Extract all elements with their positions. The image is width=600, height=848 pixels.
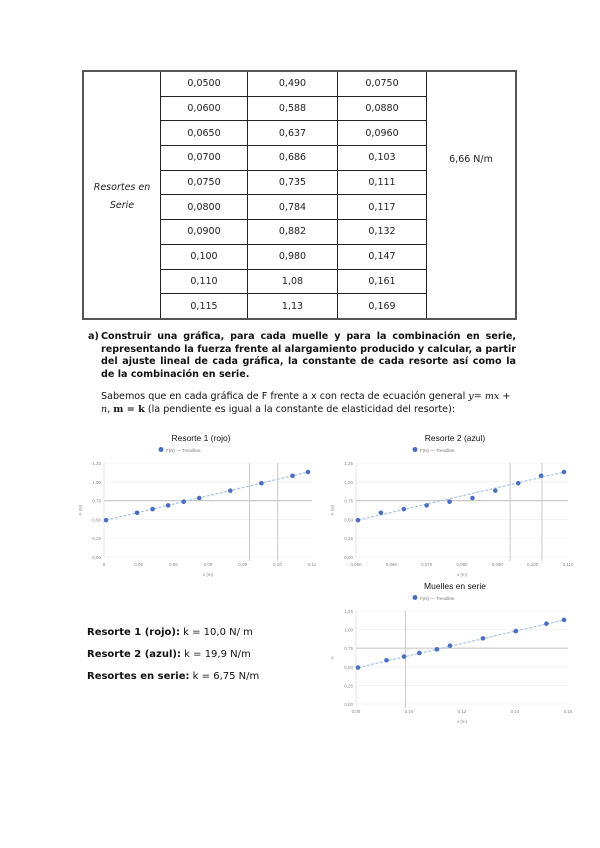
data-point xyxy=(379,510,384,515)
x-tick-label: 0,050 xyxy=(350,562,362,567)
result-resorte-2 xyxy=(87,649,251,660)
x-tick-label: 0,060 xyxy=(385,562,397,567)
data-point xyxy=(135,510,140,515)
x-tick-label: 0,09 xyxy=(238,562,248,567)
table-cell: 0,0500 xyxy=(161,71,248,96)
data-point xyxy=(166,503,171,508)
paragraph-text: Sabemos que en cada gráfica de F frente a x con recta de ecuación general xyxy=(101,391,469,402)
data-point xyxy=(539,473,544,478)
y-tick-label: 1,25 xyxy=(344,609,353,614)
y-tick-label: 0,00 xyxy=(92,555,101,560)
data-point xyxy=(562,470,567,475)
x-axis-label: x (m) xyxy=(456,572,468,577)
result-label: Resorte 1 (rojo): xyxy=(87,627,180,638)
data-point xyxy=(259,481,264,486)
group-label xyxy=(83,71,161,319)
table-row xyxy=(83,71,516,96)
table-cell: 0,111 xyxy=(338,170,427,195)
y-tick-label: 0,00 xyxy=(344,702,353,707)
table-cell: 0,103 xyxy=(338,146,427,171)
legend-marker-icon xyxy=(413,595,418,600)
x-tick-label: 0,100 xyxy=(527,562,539,567)
table-cell: 0,0800 xyxy=(161,195,248,220)
y-tick-label: 0,75 xyxy=(344,646,353,652)
legend-text: F(N) — Trendline xyxy=(420,596,455,601)
x-axis-label: x (m) xyxy=(202,572,214,577)
table-cell: 0,0700 xyxy=(161,146,248,171)
table-cell: 0,161 xyxy=(338,269,427,294)
y-tick-label: 0,25 xyxy=(92,536,101,542)
k-value-cell: 6,66 N/m xyxy=(427,71,517,319)
x-tick-label: 0,11 xyxy=(307,562,317,567)
y-tick-label: 1,00 xyxy=(344,627,353,633)
data-table xyxy=(82,70,517,320)
table-cell: 0,0880 xyxy=(338,96,427,121)
chart-resorte-2 xyxy=(330,428,580,583)
chart-resorte-1 xyxy=(78,428,320,583)
chart-muelles-serie xyxy=(330,578,580,728)
data-point xyxy=(384,658,389,663)
data-point xyxy=(481,636,486,641)
table-cell: 0,117 xyxy=(338,195,427,220)
table-cell: 0,0900 xyxy=(161,220,248,245)
y-tick-label: 0,50 xyxy=(344,517,353,523)
x-tick-label: 0,16 xyxy=(563,709,573,714)
x-tick-label: 0,080 xyxy=(456,562,468,567)
group-label-line2: Serie xyxy=(109,199,135,211)
data-point xyxy=(356,665,361,670)
x-tick-label: 0,10 xyxy=(272,562,282,567)
result-value: k = 19,9 N/m xyxy=(180,649,251,660)
data-point xyxy=(493,488,498,493)
x-tick-label: 0,08 xyxy=(351,709,361,714)
x-tick-label: 0,090 xyxy=(491,562,503,567)
data-point xyxy=(290,473,295,478)
result-label: Resorte 2 (azul): xyxy=(87,649,181,660)
data-point xyxy=(544,621,549,626)
chart-title: Muelles en serie xyxy=(424,581,486,591)
table-cell: 1,08 xyxy=(248,269,338,294)
result-value: k = 6,75 N/m xyxy=(189,671,260,682)
result-serie xyxy=(87,671,259,682)
x-tick-label: 0,08 xyxy=(203,562,213,567)
chart-title: Resorte 1 (rojo) xyxy=(171,433,231,443)
data-point xyxy=(150,507,155,512)
x-tick-label: 0 xyxy=(102,562,106,567)
y-axis-label: F (N) xyxy=(330,504,335,516)
table-cell: 0,147 xyxy=(338,244,427,269)
legend-marker-icon xyxy=(413,447,418,452)
question-marker: a) xyxy=(88,331,99,342)
y-axis-label: F (N) xyxy=(78,504,83,516)
chart-title: Resorte 2 (azul) xyxy=(424,433,486,443)
table-cell: 0,0750 xyxy=(161,170,248,195)
legend-text: F(N) — Trendline xyxy=(420,448,455,453)
table-cell: 0,0750 xyxy=(338,71,427,96)
equation-plus: + xyxy=(499,391,511,402)
result-value: k = 10,0 N/ m xyxy=(179,627,253,638)
y-tick-label: 0,50 xyxy=(92,517,101,523)
table-cell: 0,132 xyxy=(338,220,427,245)
x-tick-label: 0,10 xyxy=(404,709,414,714)
y-tick-label: 0,25 xyxy=(344,536,353,542)
x-tick-label: 0,070 xyxy=(421,562,433,567)
y-axis-label: F xyxy=(330,656,335,659)
table-cell: 0,100 xyxy=(161,244,248,269)
question-text: Construir una gráfica, para cada muelle y para la combinación en serie, representando la fuerza frente al alargamiento producido y calcular, a partir del ajuste lineal de cada gráfica, la constante de cada resorte así como la de la combinación en serie. xyxy=(101,331,516,380)
data-point xyxy=(228,488,233,493)
data-point xyxy=(181,499,186,504)
data-point xyxy=(424,503,429,508)
y-tick-label: 0,25 xyxy=(344,683,353,689)
table-cell: 0,588 xyxy=(248,96,338,121)
y-tick-label: 1,00 xyxy=(344,479,353,485)
data-point xyxy=(356,518,361,523)
table-cell: 0,0650 xyxy=(161,121,248,146)
x-tick-label: 0,14 xyxy=(510,709,520,714)
equation-m-equals-k: m = k xyxy=(113,403,145,415)
data-point xyxy=(513,629,518,634)
y-tick-label: 1,00 xyxy=(92,479,101,485)
x-tick-label: 0,110 xyxy=(562,562,574,567)
table-cell: 0,169 xyxy=(338,294,427,319)
table-cell: 1,13 xyxy=(248,294,338,319)
data-point xyxy=(402,654,407,659)
y-tick-label: 0,75 xyxy=(344,498,353,504)
table-cell: 0,882 xyxy=(248,220,338,245)
data-point xyxy=(306,470,311,475)
group-label-line1: Resortes en xyxy=(93,181,151,193)
equation-y: y= xyxy=(468,391,482,402)
x-tick-label: 0,05 xyxy=(134,562,144,567)
y-tick-label: 0,75 xyxy=(92,498,101,504)
table-cell: 0,115 xyxy=(161,294,248,319)
table-cell: 0,0960 xyxy=(338,121,427,146)
table-cell: 0,980 xyxy=(248,244,338,269)
question-a xyxy=(88,331,516,381)
result-label: Resortes en serie: xyxy=(87,671,190,682)
x-tick-label: 0,06 xyxy=(168,562,178,567)
data-point xyxy=(197,496,202,501)
data-point xyxy=(516,481,521,486)
data-point xyxy=(447,499,452,504)
data-point xyxy=(470,496,475,501)
equation-n: n xyxy=(101,403,108,415)
paragraph-text-2: (la pendiente es igual a la constante de elasticidad del resorte): xyxy=(144,403,456,415)
table-cell: 0,110 xyxy=(161,269,248,294)
table-cell: 0,686 xyxy=(248,146,338,171)
y-tick-label: 1,25 xyxy=(344,461,353,466)
data-point xyxy=(417,651,422,656)
table-cell: 0,784 xyxy=(248,195,338,220)
data-point xyxy=(435,647,440,652)
table-cell: 0,735 xyxy=(248,170,338,195)
data-point xyxy=(401,507,406,512)
trendline xyxy=(358,620,564,668)
x-axis-label: x (m) xyxy=(456,719,468,724)
y-tick-label: 1,25 xyxy=(92,461,101,466)
y-tick-label: 0,50 xyxy=(344,664,353,670)
legend-marker-icon xyxy=(159,447,164,452)
data-point xyxy=(104,518,109,523)
equation-comma: , xyxy=(107,403,114,415)
table-cell: 0,490 xyxy=(248,71,338,96)
table-cell: 0,637 xyxy=(248,121,338,146)
trendline xyxy=(358,472,564,520)
result-resorte-1 xyxy=(87,627,253,638)
data-point xyxy=(562,618,567,623)
legend-text: F(N) — Trendline xyxy=(166,448,201,453)
table-cell: 0,0600 xyxy=(161,96,248,121)
explanation-paragraph xyxy=(101,391,516,416)
equation-mx: mx xyxy=(484,391,500,402)
y-tick-label: 0,00 xyxy=(344,555,353,560)
x-tick-label: 0,12 xyxy=(457,709,467,714)
data-point xyxy=(448,643,453,648)
